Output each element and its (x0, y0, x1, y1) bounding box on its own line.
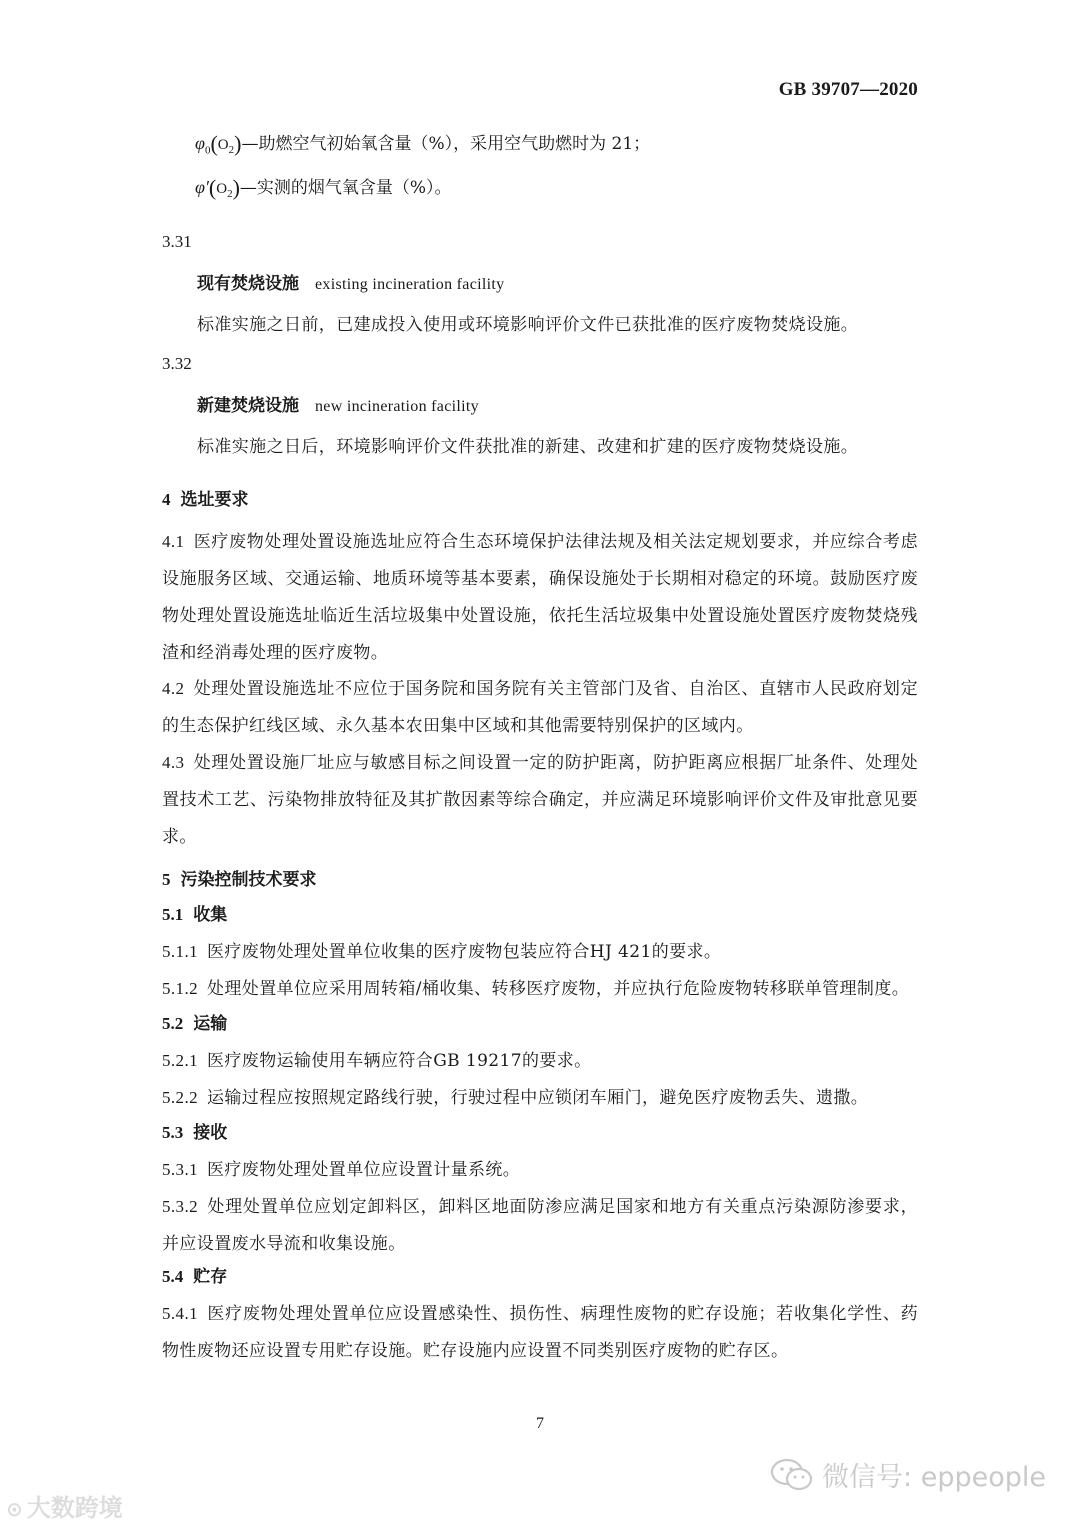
subsection-heading: 5.1 收集 (162, 905, 228, 925)
phi0-symbol: $\varphi_0(O_2)$ (195, 131, 242, 157)
subsection-heading: 5.3 接收 (162, 1123, 228, 1143)
term-cn: 现有焚烧设施 (197, 274, 299, 294)
term-title (197, 394, 479, 419)
subsection-heading: 5.2 运输 (162, 1014, 228, 1034)
term-en: new incineration facility (315, 398, 479, 415)
clause-5-2-1: 5.2.1 医疗废物运输使用车辆应符合GB 19217的要求。 (162, 1051, 592, 1071)
phi0-description: —助燃空气初始氧含量（%），采用空气助燃时为 21； (241, 134, 651, 154)
clause-5-2-2: 5.2.2 运输过程应按照规定路线行驶，行驶过程中应锁闭车厢门，避免医疗废物丢失、遗撒。 (162, 1088, 869, 1108)
clause-5-1-1: 5.1.1 医疗废物处理处置单位收集的医疗废物包装应符合HJ 421的要求。 (162, 942, 722, 962)
term-title (197, 272, 504, 297)
standard-code: GB 39707—2020 (778, 79, 918, 100)
phi-prime-symbol: $\varphi'(O_2)$ (195, 175, 240, 200)
watermark-right: 微信号: eppeople (770, 1455, 1046, 1494)
watermark-left: ⊙ 大数跨境 (6, 1494, 123, 1522)
clause-4-1: 4.1 医疗废物处理处置设施选址应符合生态环境保护法律法规及相关法定规划要求，并应综合考虑设施服务区域、交通运输、地质环境等基本要素，确保设施处于长期相对稳定的环境。鼓励医疗废物处理处置设施选址临近生活垃圾集中处置设施，依托生活垃圾集中处置设施处置医疗废物焚烧残渣和经消毒处理的医疗废物。 (162, 532, 918, 663)
phi-prime-definition (195, 175, 452, 206)
watermark-logo-icon: ⊙ (6, 1497, 23, 1521)
wechat-icon (770, 1458, 814, 1492)
term-number: 3.32 (162, 354, 192, 373)
clause-5-1-2: 5.1.2 处理处置单位应采用周转箱/桶收集、转移医疗废物，并应执行危险废物转移联单管理制度。 (162, 979, 910, 999)
phi0-definition (195, 131, 650, 163)
clause-5-4-1: 5.4.1 医疗废物处理处置单位应设置感染性、损伤性、病理性废物的贮存设施；若收集化学性、药物性废物还应设置专用贮存设施。贮存设施内应设置不同类别医疗废物的贮存区。 (162, 1304, 918, 1361)
subsection-heading: 5.4 贮存 (162, 1267, 228, 1287)
clause-4-3: 4.3 处理处置设施厂址应与敏感目标之间设置一定的防护距离，防护距离应根据厂址条件、处理处置技术工艺、污染物排放特征及其扩散因素等综合确定，并应满足环境影响评价文件及审批意见要求。 (162, 753, 918, 847)
page-number: 7 (536, 1415, 544, 1432)
term-number: 3.31 (162, 232, 192, 251)
section-heading: 5 污染控制技术要求 (162, 870, 317, 890)
clause-5-3-1: 5.3.1 医疗废物处理处置单位应设置计量系统。 (162, 1160, 521, 1180)
term-en: existing incineration facility (315, 276, 505, 293)
phi-prime-description: —实测的烟气氧含量（%）。 (239, 178, 452, 198)
section-heading: 4 选址要求 (162, 490, 249, 510)
term-cn: 新建焚烧设施 (197, 396, 299, 416)
term-definition: 标准实施之日后，环境影响评价文件获批准的新建、改建和扩建的医疗废物焚烧设施。 (197, 437, 859, 457)
clause-4-2: 4.2 处理处置设施选址不应位于国务院和国务院有关主管部门及省、自治区、直辖市人民政府划定的生态保护红线区域、永久基本农田集中区域和其他需要特别保护的区域内。 (162, 679, 918, 736)
term-definition: 标准实施之日前，已建成投入使用或环境影响评价文件已获批准的医疗废物焚烧设施。 (197, 315, 859, 335)
clause-5-3-2: 5.3.2 处理处置单位应划定卸料区，卸料区地面防渗应满足国家和地方有关重点污染源防渗要求，并应设置废水导流和收集设施。 (162, 1197, 918, 1254)
